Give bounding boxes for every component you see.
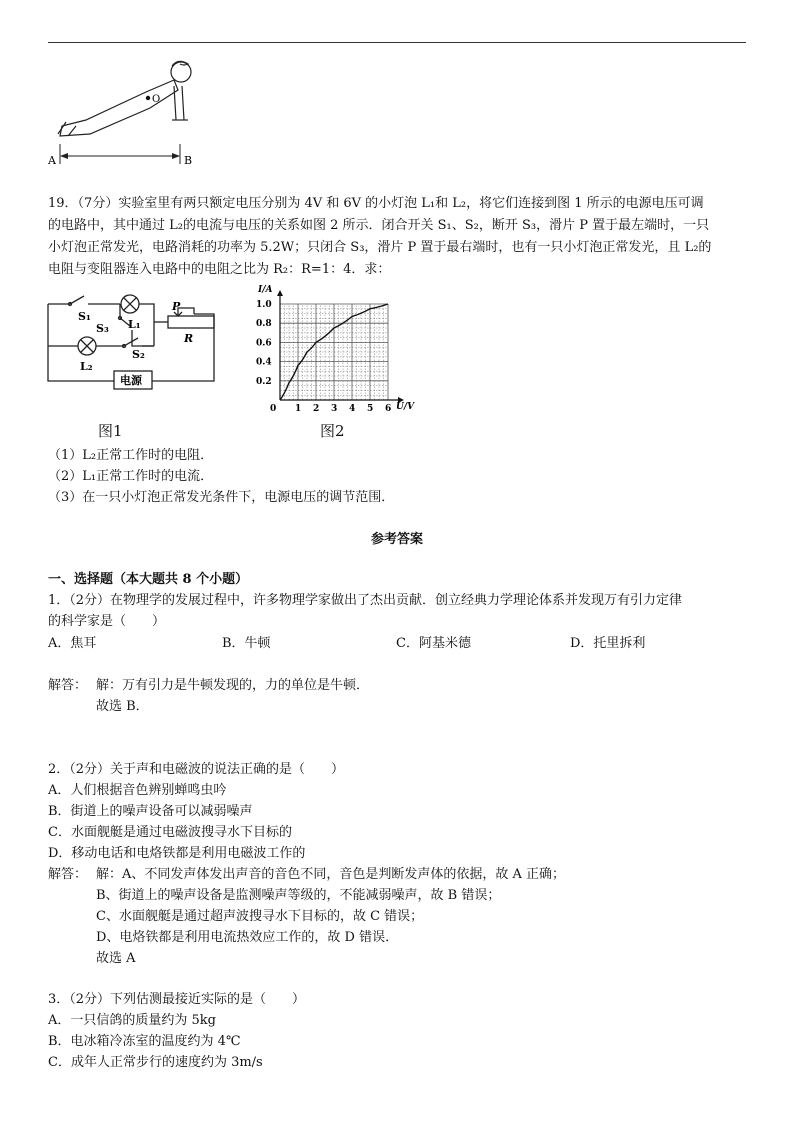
q2-option-a: A．人们根据音色辨别蝉鸣虫吟 (48, 783, 227, 798)
q2-stem: 2．（2分）关于声和电磁波的说法正确的是（ ） (48, 762, 345, 777)
chart-ylabel: I/A (258, 285, 273, 295)
q1-line-1: 1．（2分）在物理学的发展过程中，许多物理学家做出了杰出贡献．创立经典力学理论体系并发现万有引力定律 (48, 593, 683, 608)
chart-x-tick-label: 1 (295, 404, 302, 414)
q2-answer-line-4: D、电烙铁都是利用电流热效应工作的，故 D 错误． (96, 930, 399, 945)
label-a: A (48, 154, 56, 167)
q19-line-2: 的电路中，其中通过 L₂的电流与电压的关系如图 2 所示．闭合开关 S₁、S₂，断开 S₃，滑片 P 置于最左端时，一只 (48, 218, 710, 233)
q19-line-3: 小灯泡正常发光，电路消耗的功率为 5.2W；只闭合 S₃，滑片 P 置于最右端时，也有一只小灯泡正常发光，且 L₂的 (48, 240, 712, 255)
q19-sub-3: （3）在一只小灯泡正常发光条件下，电源电压的调节范围． (48, 490, 395, 505)
q1-option-c: C．阿基米德 (396, 636, 471, 651)
chart-y-tick-label: 0.2 (256, 376, 272, 387)
q2-answer-line-3: C、水面舰艇是通过超声波搜寻水下目标的，故 C 错误； (96, 909, 424, 924)
label-o: O (152, 94, 161, 105)
q1-line-2: 的科学家是（ ） (48, 614, 166, 629)
fig2-caption: 图2 (320, 422, 345, 440)
pushup-figure (46, 56, 216, 168)
label-l2: L₂ (80, 360, 93, 373)
label-source: 电源 (120, 374, 142, 387)
q2-answer-line-5: 故选 A (96, 951, 136, 966)
q1-answer-label: 解答： (48, 678, 88, 693)
answers-title: 参考答案 (370, 532, 423, 547)
q2-option-c: C．水面舰艇是通过电磁波搜寻水下目标的 (48, 825, 292, 840)
label-r: R (184, 332, 194, 345)
q19-line-4: 电阻与变阻器连入电路中的电阻之比为 R₂：R=1：4．求： (48, 262, 391, 277)
label-s3: S₃ (96, 322, 109, 335)
section-1-heading: 一、选择题（本大题共 8 个小题） (48, 572, 249, 587)
chart-x-tick-label: 3 (331, 404, 338, 414)
chart-x-tick-label: 5 (367, 404, 374, 414)
label-b: B (184, 154, 193, 167)
q2-answer-line-1: 解：A、不同发声体发出声音的音色不同，音色是判断发声体的依据，故 A 正确； (96, 867, 566, 882)
q19-line-1: 19．（7分）实验室里有两只额定电压分别为 4V 和 6V 的小灯泡 L₁和 L₂，将它们连接到图 1 所示的电源电压可调 (48, 196, 704, 211)
q2-option-d: D．移动电话和电烙铁都是利用电磁波工作的 (48, 846, 306, 861)
q3-option-b: B．电冰箱冷冻室的温度约为 4℃ (48, 1034, 241, 1049)
q1-answer-line-2: 故选 B． (96, 699, 149, 714)
q1-option-b: B．牛顿 (222, 636, 271, 651)
chart-xlabel: U/V (396, 402, 415, 412)
chart-y-tick-label: 1.0 (256, 300, 272, 310)
q2-answer-label: 解答： (48, 867, 88, 882)
chart-y-tick-label: 0.6 (256, 338, 272, 349)
header-rule (48, 42, 746, 43)
chart-x-tick-label: 0 (270, 404, 277, 414)
q1-answer-line-1: 解：万有引力是牛顿发现的，力的单位是牛顿． (96, 678, 370, 693)
q3-option-a: A．一只信鸽的质量约为 5kg (48, 1013, 216, 1028)
q3-option-c: C．成年人正常步行的速度约为 3m/s (48, 1055, 263, 1070)
label-l1: L₁ (128, 318, 141, 331)
q1-option-a: A．焦耳 (48, 636, 97, 651)
point-o-marker (146, 96, 150, 100)
chart-y-tick-label: 0.8 (256, 319, 272, 330)
chart-x-tick-label: 6 (385, 404, 392, 414)
label-s1: S₁ (78, 310, 91, 323)
chart-y-axis-arrow (277, 290, 283, 296)
q19-sub-2: （2）L₁正常工作时的电流． (48, 469, 214, 484)
circuit-diagram (44, 286, 224, 394)
label-p: P (172, 300, 181, 313)
q2-answer-line-2: B、街道上的噪声设备是监测噪声等级的，不能减弱噪声，故 B 错误； (96, 888, 501, 903)
chart-y-tick-label: 0.4 (256, 357, 272, 368)
q19-sub-1: （1）L₂正常工作时的电阻． (48, 448, 214, 463)
q2-option-b: B．街道上的噪声设备可以减弱噪声 (48, 804, 253, 819)
chart-x-tick-label: 2 (313, 404, 320, 414)
iu-chart (250, 282, 420, 414)
chart-x-tick-label: 4 (349, 404, 356, 414)
fig1-caption: 图1 (98, 422, 123, 440)
q3-stem: 3．（2分）下列估测最接近实际的是（ ） (48, 992, 306, 1007)
q1-option-d: D．托里拆利 (570, 636, 646, 651)
label-s2: S₂ (132, 348, 145, 361)
